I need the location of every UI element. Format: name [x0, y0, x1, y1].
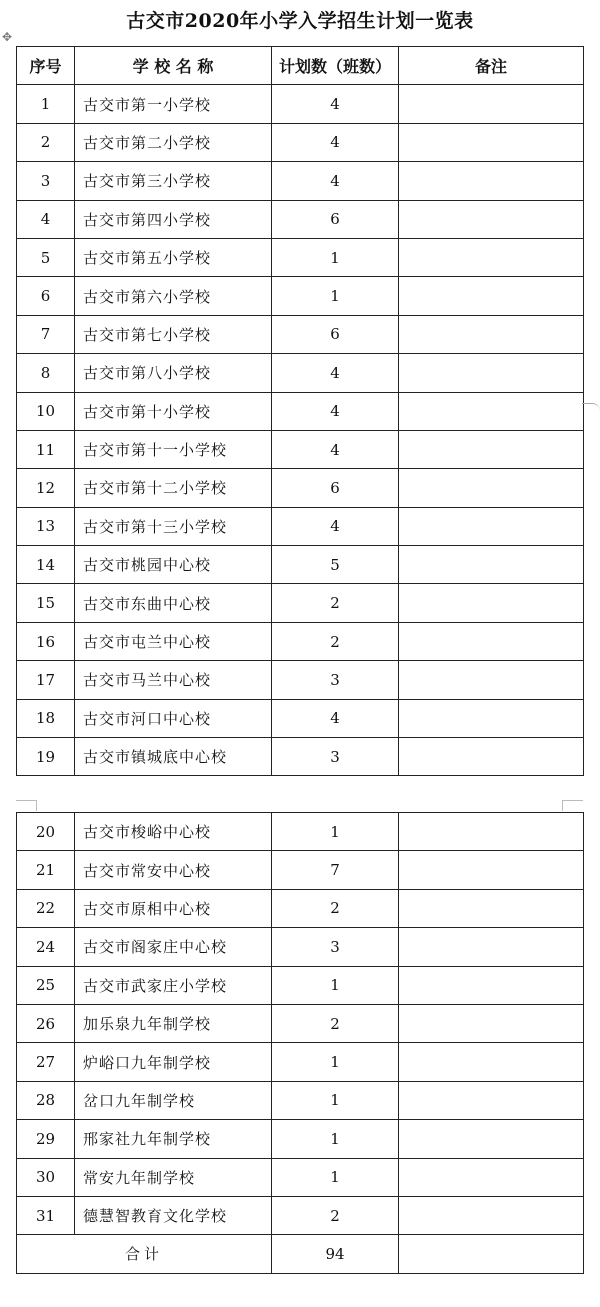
row-school-name: 古交市东曲中心校: [75, 584, 272, 622]
row-plan: 4: [272, 162, 399, 200]
row-note: [399, 622, 584, 660]
row-note: [399, 584, 584, 622]
table-row: [17, 315, 584, 353]
page-title: 古交市2020年小学入学招生计划一览表: [126, 10, 474, 32]
row-school-name: 古交市第十三小学校: [75, 507, 272, 545]
row-school-name: 邢家社九年制学校: [75, 1120, 272, 1158]
row-note: [399, 1043, 584, 1081]
row-note: [399, 277, 584, 315]
row-plan: 1: [272, 1120, 399, 1158]
table-row: [17, 1120, 584, 1158]
page-break-mark-left: [16, 800, 37, 811]
row-note: [399, 1120, 584, 1158]
row-note: [399, 928, 584, 966]
row-note: [399, 738, 584, 776]
table-row: [17, 928, 584, 966]
row-note: [399, 162, 584, 200]
row-plan: 5: [272, 546, 399, 584]
row-plan: 3: [272, 928, 399, 966]
row-school-name: 古交市第八小学校: [75, 354, 272, 392]
table-row: [17, 277, 584, 315]
header-note: 备注: [399, 47, 584, 85]
table-row: [17, 584, 584, 622]
table-row: [17, 1196, 584, 1234]
row-school-name: 古交市河口中心校: [75, 699, 272, 737]
row-note: [399, 507, 584, 545]
row-school-name: 古交市屯兰中心校: [75, 622, 272, 660]
table-row: [17, 1004, 584, 1042]
edge-mark: [582, 403, 600, 412]
row-no: 16: [17, 622, 75, 660]
row-note: [399, 546, 584, 584]
row-school-name: 古交市镇城底中心校: [75, 738, 272, 776]
row-no: 10: [17, 392, 75, 430]
table-row: [17, 238, 584, 276]
table-row: [17, 1081, 584, 1119]
row-note: [399, 354, 584, 392]
row-plan: 3: [272, 738, 399, 776]
row-no: 3: [17, 162, 75, 200]
table-row: [17, 813, 584, 851]
row-plan: 4: [272, 392, 399, 430]
row-note: [399, 1081, 584, 1119]
table-row: [17, 738, 584, 776]
row-no: 1: [17, 85, 75, 123]
row-no: 12: [17, 469, 75, 507]
row-no: 25: [17, 966, 75, 1004]
row-school-name: 炉峪口九年制学校: [75, 1043, 272, 1081]
header-name: 学 校 名 称: [75, 47, 272, 85]
row-school-name: 古交市第十一小学校: [75, 430, 272, 468]
row-plan: 6: [272, 469, 399, 507]
row-no: 14: [17, 546, 75, 584]
row-no: 27: [17, 1043, 75, 1081]
row-school-name: 古交市第四小学校: [75, 200, 272, 238]
row-plan: 1: [272, 238, 399, 276]
row-no: 17: [17, 661, 75, 699]
row-plan: 1: [272, 1043, 399, 1081]
row-note: [399, 123, 584, 161]
row-no: 13: [17, 507, 75, 545]
row-no: 22: [17, 889, 75, 927]
row-plan: 4: [272, 699, 399, 737]
row-no: 20: [17, 813, 75, 851]
row-note: [399, 851, 584, 889]
row-note: [399, 661, 584, 699]
table-row: [17, 546, 584, 584]
row-note: [399, 469, 584, 507]
row-plan: 2: [272, 1196, 399, 1234]
row-plan: 1: [272, 813, 399, 851]
row-school-name: 古交市第七小学校: [75, 315, 272, 353]
row-plan: 2: [272, 889, 399, 927]
row-plan: 1: [272, 1081, 399, 1119]
row-no: 11: [17, 430, 75, 468]
row-no: 28: [17, 1081, 75, 1119]
row-plan: 6: [272, 200, 399, 238]
row-school-name: 古交市梭峪中心校: [75, 813, 272, 851]
row-no: 5: [17, 238, 75, 276]
row-note: [399, 699, 584, 737]
row-school-name: 德慧智教育文化学校: [75, 1196, 272, 1234]
total-plan: 94: [272, 1235, 399, 1273]
row-school-name: 常安九年制学校: [75, 1158, 272, 1196]
row-plan: 1: [272, 277, 399, 315]
row-plan: 4: [272, 85, 399, 123]
row-no: 26: [17, 1004, 75, 1042]
row-plan: 4: [272, 430, 399, 468]
move-handle-icon[interactable]: ✥: [2, 30, 13, 44]
row-no: 31: [17, 1196, 75, 1234]
table-row: [17, 851, 584, 889]
row-plan: 2: [272, 622, 399, 660]
table-row: [17, 162, 584, 200]
row-note: [399, 430, 584, 468]
row-plan: 1: [272, 1158, 399, 1196]
table-row: [17, 392, 584, 430]
row-plan: 2: [272, 584, 399, 622]
row-note: [399, 813, 584, 851]
row-plan: 7: [272, 851, 399, 889]
row-school-name: 岔口九年制学校: [75, 1081, 272, 1119]
table-row: [17, 966, 584, 1004]
row-school-name: 古交市第十小学校: [75, 392, 272, 430]
table-row: [17, 430, 584, 468]
row-plan: 3: [272, 661, 399, 699]
row-school-name: 古交市阁家庄中心校: [75, 928, 272, 966]
total-label: 合计: [17, 1235, 272, 1273]
row-no: 19: [17, 738, 75, 776]
table-header-row: [17, 47, 584, 85]
row-note: [399, 889, 584, 927]
row-school-name: 古交市第六小学校: [75, 277, 272, 315]
row-note: [399, 238, 584, 276]
table-row: [17, 85, 584, 123]
row-school-name: 古交市原相中心校: [75, 889, 272, 927]
row-school-name: 古交市常安中心校: [75, 851, 272, 889]
table-row: [17, 622, 584, 660]
row-no: 2: [17, 123, 75, 161]
table-row: [17, 1043, 584, 1081]
row-plan: 1: [272, 966, 399, 1004]
header-no: 序号: [17, 47, 75, 85]
table-row: [17, 699, 584, 737]
row-note: [399, 1158, 584, 1196]
table-row: [17, 200, 584, 238]
table-row: [17, 1158, 584, 1196]
row-no: 15: [17, 584, 75, 622]
row-note: [399, 392, 584, 430]
row-no: 4: [17, 200, 75, 238]
enrollment-table-page-1: [16, 46, 584, 776]
row-note: [399, 200, 584, 238]
row-plan: 6: [272, 315, 399, 353]
header-plan: 计划数（班数）: [272, 47, 399, 85]
page-break-mark-right: [562, 800, 583, 811]
row-school-name: 古交市武家庄小学校: [75, 966, 272, 1004]
row-school-name: 古交市马兰中心校: [75, 661, 272, 699]
row-plan: 4: [272, 507, 399, 545]
table-row: [17, 354, 584, 392]
table-row: [17, 469, 584, 507]
row-no: 6: [17, 277, 75, 315]
row-note: [399, 966, 584, 1004]
row-note: [399, 1004, 584, 1042]
row-no: 29: [17, 1120, 75, 1158]
row-plan: 2: [272, 1004, 399, 1042]
row-no: 18: [17, 699, 75, 737]
total-row: [17, 1235, 584, 1273]
row-note: [399, 85, 584, 123]
row-no: 24: [17, 928, 75, 966]
row-no: 30: [17, 1158, 75, 1196]
table-row: [17, 123, 584, 161]
row-note: [399, 315, 584, 353]
row-no: 8: [17, 354, 75, 392]
row-school-name: 古交市第一小学校: [75, 85, 272, 123]
enrollment-table-page-2: [16, 812, 584, 1274]
row-school-name: 古交市第三小学校: [75, 162, 272, 200]
table-row: [17, 661, 584, 699]
total-note: [399, 1235, 584, 1273]
row-note: [399, 1196, 584, 1234]
table-row: [17, 507, 584, 545]
row-no: 7: [17, 315, 75, 353]
table-row: [17, 889, 584, 927]
row-school-name: 古交市第二小学校: [75, 123, 272, 161]
row-school-name: 古交市第五小学校: [75, 238, 272, 276]
row-school-name: 古交市第十二小学校: [75, 469, 272, 507]
row-school-name: 古交市桃园中心校: [75, 546, 272, 584]
row-school-name: 加乐泉九年制学校: [75, 1004, 272, 1042]
row-plan: 4: [272, 123, 399, 161]
row-plan: 4: [272, 354, 399, 392]
row-no: 21: [17, 851, 75, 889]
